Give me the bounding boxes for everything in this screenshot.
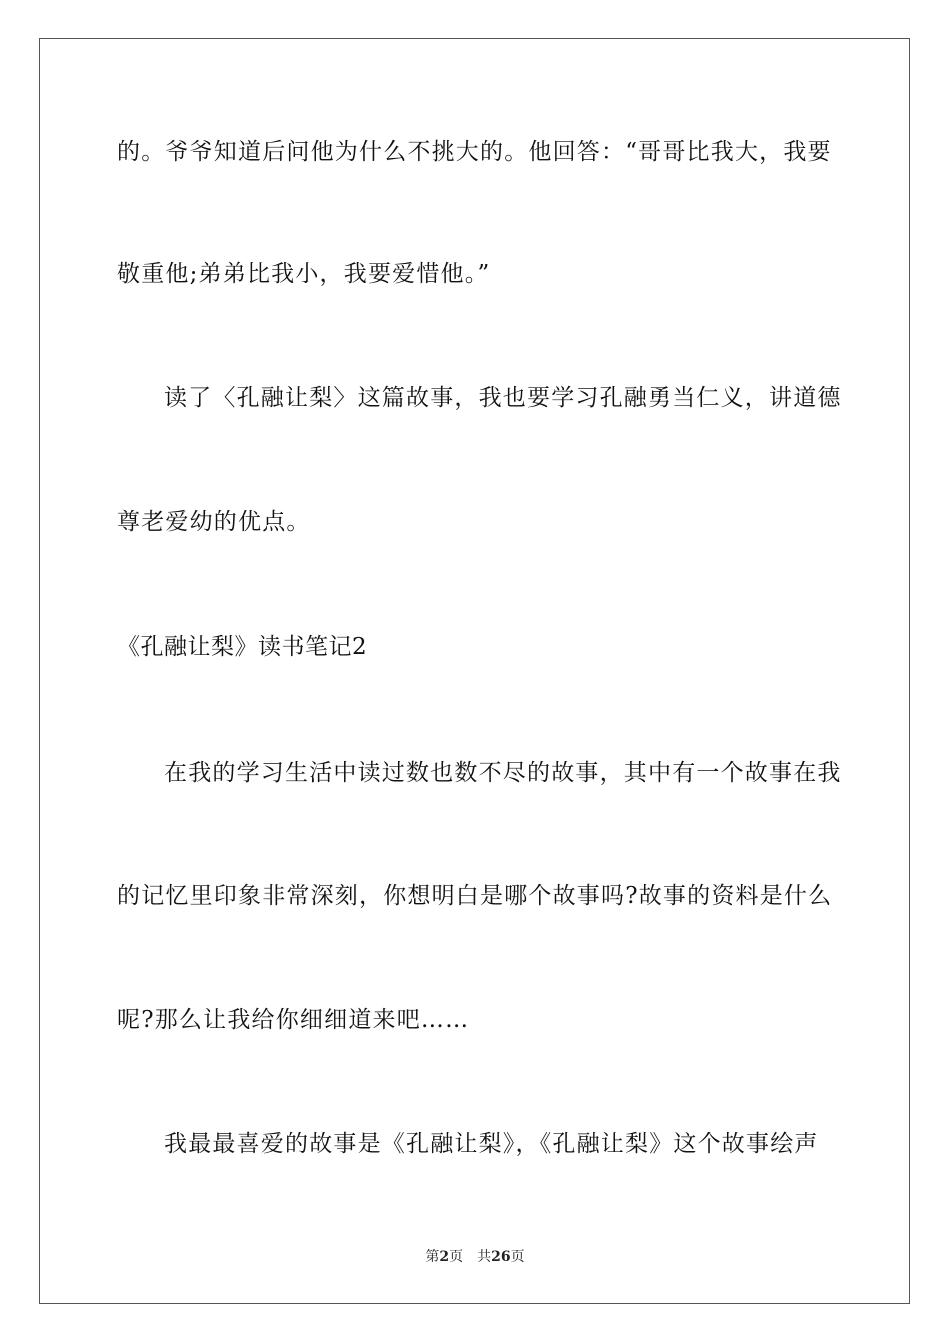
footer-total-pages: 26 <box>491 1249 511 1265</box>
text-line-6: 在我的学习生活中读过数也数不尽的故事，其中有一个故事在我 <box>164 760 842 786</box>
text-line-7: 的记忆里印象非常深刻，你想明白是哪个故事吗?故事的资料是什么 <box>117 883 833 909</box>
text-line-8: 呢?那么让我给你细细道来吧…… <box>117 1007 470 1033</box>
footer-total-suffix: 页 <box>510 1249 525 1265</box>
footer-page-suffix: 页 <box>449 1249 464 1265</box>
text-line-2: 敬重他;弟弟比我小，我要爱惜他。” <box>117 261 491 287</box>
page-border <box>39 38 910 1304</box>
page-footer <box>0 1248 950 1266</box>
footer-total-prefix: 共 <box>477 1249 492 1265</box>
footer-page-number: 2 <box>439 1249 450 1265</box>
section-heading: 《孔融让梨》读书笔记2 <box>117 634 368 660</box>
text-line-1: 的。爷爷知道后问他为什么不挑大的。他回答：“哥哥比我大，我要 <box>117 139 832 165</box>
text-line-4: 尊老爱幼的优点。 <box>117 509 311 535</box>
text-line-3: 读了〈孔融让梨〉这篇故事，我也要学习孔融勇当仁义，讲道德 <box>164 385 842 411</box>
text-line-9: 我最最喜爱的故事是《孔融让梨》，《孔融让梨》这个故事绘声 <box>164 1131 819 1157</box>
footer-page-prefix: 第 <box>425 1249 440 1265</box>
